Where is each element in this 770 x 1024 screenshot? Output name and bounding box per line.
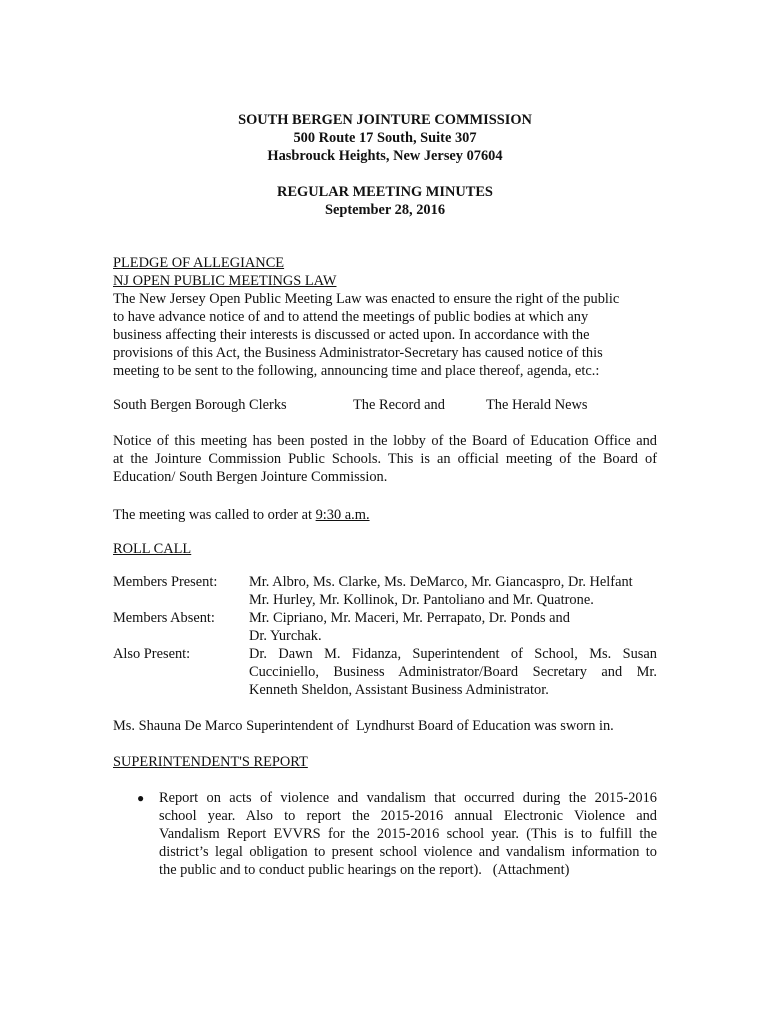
bullet-line: Report on acts of violence and vandalism that occurred during the 2015-2016 [159,790,657,806]
sworn-in-statement: Ms. Shauna De Marco Superintendent of Lyndhurst Board of Education was sworn in. [113,718,614,734]
document-title: REGULAR MEETING MINUTES [277,184,493,200]
members-present-row [113,573,657,609]
bullet-line: the public and to conduct public hearings on the report). (Attachment) [159,862,570,878]
members-absent-line: Mr. Cipriano, Mr. Maceri, Mr. Perrapato, Dr. Ponds and [249,610,570,626]
recipient-borough-clerks: South Bergen Borough Clerks [113,397,287,413]
roll-call-heading: ROLL CALL [113,541,192,557]
recipient-herald-news: The Herald News [486,397,588,413]
notice-paragraph [113,432,657,486]
members-absent-label: Members Absent: [113,610,215,626]
notice-recipients [113,396,657,414]
notice-line: Education/ South Bergen Jointure Commission. [113,469,388,485]
call-to-order-time: 9:30 a.m. [315,507,370,523]
members-present-line: Mr. Albro, Ms. Clarke, Ms. DeMarco, Mr. Giancaspro, Dr. Helfant [249,574,633,590]
opma-line: The New Jersey Open Public Meeting Law was enacted to ensure the right of the public [113,291,620,307]
also-present-line: Cucciniello, Business Administrator/Board Secretary and Mr. [249,664,657,680]
pledge-section [113,254,657,380]
also-present-line: Kenneth Sheldon, Assistant Business Administrator. [249,682,549,698]
superintendent-report-bullet [113,789,657,879]
organization-name: SOUTH BERGEN JOINTURE COMMISSION [238,112,532,128]
members-present-line: Mr. Hurley, Mr. Kollinok, Dr. Pantoliano and Mr. Quatrone. [249,592,594,608]
sworn-in-block [113,717,657,735]
bullet-icon: ● [137,791,145,805]
opma-heading: NJ OPEN PUBLIC MEETINGS LAW [113,273,337,289]
bullet-line: Vandalism Report EVVRS for the 2015-2016 school year. (This is to fulfill the [159,826,657,842]
also-present-label: Also Present: [113,646,191,662]
also-present-line: Dr. Dawn M. Fidanza, Superintendent of School, Ms. Susan [249,646,657,662]
superintendent-report-heading-block [113,753,657,771]
call-to-order [113,506,657,524]
opma-line: provisions of this Act, the Business Administrator-Secretary has caused notice of this [113,345,603,361]
address-line-2: Hasbrouck Heights, New Jersey 07604 [267,148,503,164]
superintendent-report-heading: SUPERINTENDENT'S REPORT [113,754,308,770]
bullet-line: school year. Also to report the 2015-2016 annual Electronic Violence and [159,808,657,824]
members-absent-row [113,609,657,645]
pledge-heading: PLEDGE OF ALLEGIANCE [113,255,285,271]
recipient-the-record: The Record and [353,397,445,413]
roll-call-heading-block [113,540,657,558]
also-present-row [113,645,657,699]
bullet-line: district’s legal obligation to present school violence and vandalism information to [159,844,657,860]
members-absent-line: Dr. Yurchak. [249,628,322,644]
opma-line: meeting to be sent to the following, announcing time and place thereof, agenda, etc.: [113,363,600,379]
document-header [113,111,657,219]
roll-call-table [113,573,657,699]
meeting-date: September 28, 2016 [324,202,446,218]
notice-line: Notice of this meeting has been posted in the lobby of the Board of Education Office and [113,433,657,449]
notice-line: at the Jointure Commission Public Schools. This is an official meeting of the Board of [113,451,657,467]
members-present-label: Members Present: [113,574,218,590]
opma-line: business affecting their interests is discussed or acted upon. In accordance with the [113,327,590,343]
address-line-1: 500 Route 17 South, Suite 307 [293,130,477,146]
call-to-order-text: The meeting was called to order at [113,507,316,523]
opma-line: to have advance notice of and to attend the meetings of public bodies at which any [113,309,589,325]
